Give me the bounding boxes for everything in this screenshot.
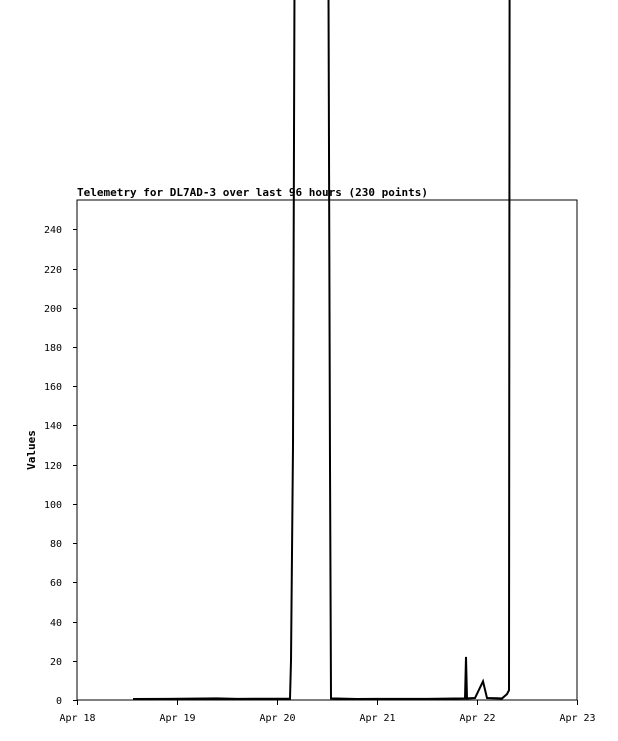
series-line — [133, 0, 510, 699]
y-tick-label: 200 — [43, 304, 62, 315]
y-tick-label: 20 — [49, 657, 62, 668]
y-tick-label: 60 — [49, 578, 62, 589]
y-tick-label: 80 — [49, 539, 62, 550]
y-tick-label: 140 — [43, 421, 62, 432]
chart-title: Telemetry for DL7AD-3 over last 96 hours (230 points) — [77, 186, 428, 199]
x-tick-label: Apr 19 — [159, 713, 196, 724]
x-tick-label: Apr 20 — [259, 713, 296, 724]
y-tick-label: 0 — [55, 696, 62, 707]
x-tick-label: Apr 23 — [559, 713, 596, 724]
y-tick-label: 220 — [43, 265, 62, 276]
y-axis-label: Values — [25, 430, 38, 470]
y-tick-label: 180 — [43, 343, 62, 354]
y-tick-label: 160 — [43, 382, 62, 393]
x-tick-label: Apr 22 — [459, 713, 496, 724]
x-axis — [59, 700, 595, 724]
x-tick-label: Apr 18 — [59, 713, 96, 724]
plot-frame — [77, 200, 577, 700]
x-tick-label: Apr 21 — [359, 713, 396, 724]
series-group — [133, 0, 510, 699]
y-tick-label: 40 — [49, 618, 62, 629]
y-tick-label: 100 — [43, 500, 62, 511]
y-tick-label: 240 — [43, 225, 62, 236]
y-tick-label: 120 — [43, 461, 62, 472]
y-axis — [44, 200, 77, 707]
